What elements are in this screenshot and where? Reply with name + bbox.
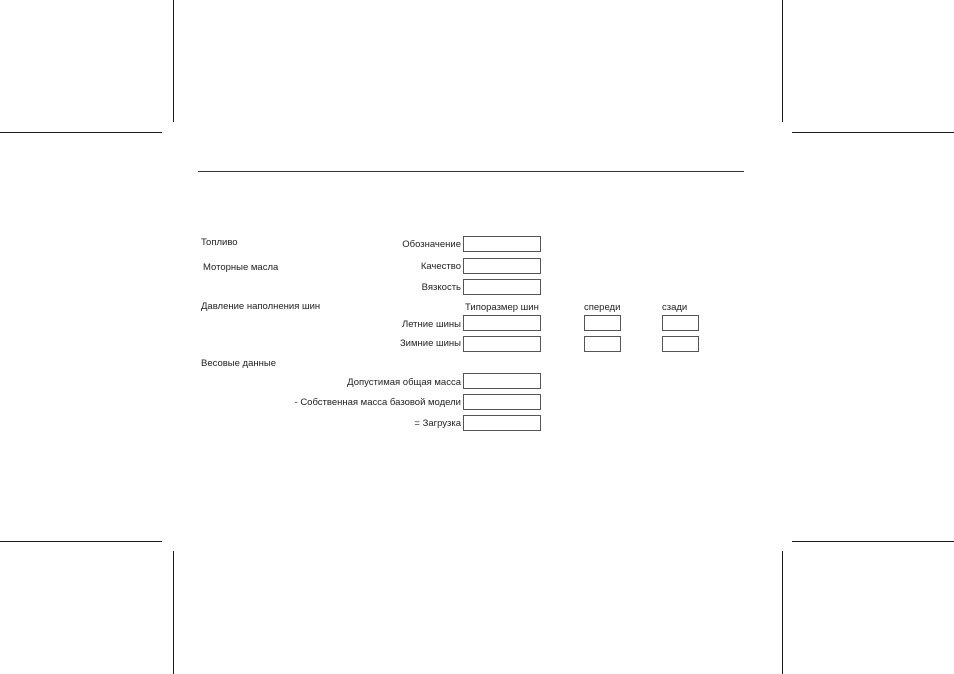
curb-weight-field[interactable] (463, 394, 541, 410)
crop-mark-top-right-horizontal (792, 132, 954, 133)
payload-label: = Загрузка (414, 418, 461, 429)
fuel-designation-label: Обозначение (402, 239, 461, 250)
weight-section-label: Весовые данные (201, 358, 276, 369)
summer-rear-pressure-field[interactable] (662, 315, 699, 331)
winter-rear-pressure-field[interactable] (662, 336, 699, 352)
curb-weight-label: - Собственная масса базовой модели (294, 397, 461, 408)
oil-quality-field[interactable] (463, 258, 541, 274)
winter-tires-label: Зимние шины (399, 338, 461, 349)
gross-weight-field[interactable] (463, 373, 541, 389)
crop-mark-bottom-left-vertical (173, 551, 174, 674)
engine-oils-section-label: Моторные масла (203, 262, 279, 273)
oil-viscosity-label: Вязкость (421, 282, 461, 293)
oil-quality-label: Качество (420, 261, 461, 272)
tire-pressure-section-label: Давление наполнения шин (201, 301, 321, 312)
fuel-designation-field[interactable] (463, 236, 541, 252)
header-rule (198, 171, 744, 172)
tire-front-column-header: спереди (584, 302, 621, 313)
crop-mark-top-left-vertical (173, 0, 174, 122)
tire-size-column-header: Типоразмер шин (465, 302, 539, 313)
winter-tire-size-field[interactable] (463, 336, 541, 352)
summer-tires-label: Летние шины (401, 319, 461, 330)
fuel-section-label: Топливо (201, 237, 238, 248)
crop-mark-top-left-horizontal (0, 132, 162, 133)
crop-mark-bottom-right-vertical (782, 551, 783, 674)
oil-viscosity-field[interactable] (463, 279, 541, 295)
crop-mark-top-right-vertical (782, 0, 783, 122)
summer-front-pressure-field[interactable] (584, 315, 621, 331)
winter-front-pressure-field[interactable] (584, 336, 621, 352)
tire-rear-column-header: сзади (662, 302, 688, 313)
payload-field[interactable] (463, 415, 541, 431)
summer-tire-size-field[interactable] (463, 315, 541, 331)
crop-mark-bottom-right-horizontal (792, 541, 954, 542)
crop-mark-bottom-left-horizontal (0, 541, 162, 542)
gross-weight-label: Допустимая общая масса (347, 377, 461, 388)
